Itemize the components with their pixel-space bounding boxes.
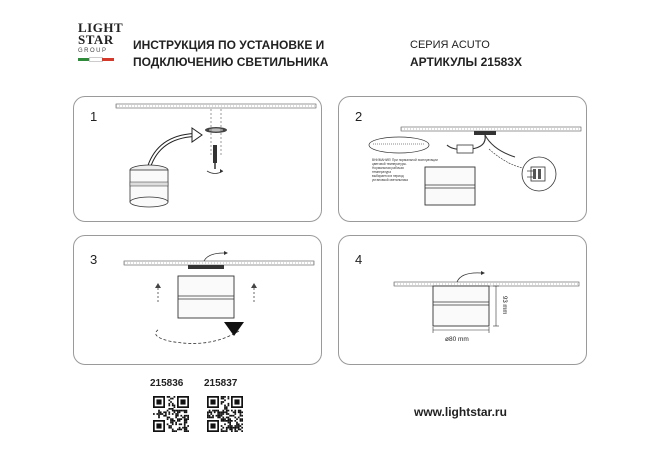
step-panel-3 xyxy=(73,235,322,365)
qr-code-215836[interactable] xyxy=(153,396,189,432)
step-number-1: 1 xyxy=(90,109,98,124)
brand-logo xyxy=(78,20,124,82)
rotation-arrow xyxy=(156,329,239,343)
warning-line-3: Нормальная рабочая xyxy=(372,166,404,170)
series-info xyxy=(410,37,522,71)
step-4-illustration xyxy=(339,236,586,364)
mounting-plate xyxy=(188,265,224,269)
step-number-3: 3 xyxy=(90,252,98,267)
terminal-block xyxy=(457,145,473,153)
step-panel-1 xyxy=(73,96,322,222)
step-panel-2 xyxy=(338,96,587,222)
step-number-4: 4 xyxy=(355,252,363,267)
warning-line-6: установкой светильника xyxy=(372,178,408,182)
mounting-plate xyxy=(474,131,496,135)
ceiling-strip xyxy=(124,261,314,265)
logo-line-3: GROUP xyxy=(78,48,108,54)
logo-line-2: STAR xyxy=(78,32,114,47)
qr-label-2: 215837 xyxy=(204,378,238,389)
step-1-illustration xyxy=(74,97,321,221)
lamp-body xyxy=(433,286,489,326)
cable xyxy=(457,273,481,282)
warning-line-1: ВНИМАНИЕ! При нормальной эксплуатации xyxy=(372,158,438,162)
step-2-illustration xyxy=(339,97,586,221)
website-link[interactable]: www.lightstar.ru xyxy=(414,405,507,419)
step-3-illustration xyxy=(74,236,321,364)
qr-code-215837[interactable] xyxy=(207,396,243,432)
screwdriver xyxy=(213,145,217,163)
logo-flag xyxy=(78,58,114,61)
step-number-2: 2 xyxy=(355,109,363,124)
page-title xyxy=(133,37,328,71)
step-panel-4 xyxy=(338,235,587,365)
warning-bubble xyxy=(369,137,429,153)
logo-line-1: LIGHT xyxy=(78,20,124,35)
cable xyxy=(204,253,224,261)
warning-line-4: температура xyxy=(372,170,391,174)
title-line-2: ПОДКЛЮЧЕНИЮ СВЕТИЛЬНИКА xyxy=(133,55,329,69)
lamp-body xyxy=(425,167,475,205)
series-name: СЕРИЯ ACUTO xyxy=(410,39,490,51)
qr-label-1: 215836 xyxy=(150,378,184,389)
title-line-1: ИНСТРУКЦИЯ ПО УСТАНОВКЕ И xyxy=(133,38,325,52)
lamp-body xyxy=(178,276,234,318)
warning-line-5: выбирается в период xyxy=(372,174,404,178)
diameter-label: ø80 mm xyxy=(445,336,469,343)
warning-line-2: цветовой температуры. xyxy=(372,162,407,166)
height-label: 93 mm xyxy=(501,296,507,315)
article-numbers: АРТИКУЛЫ 21583X xyxy=(410,55,522,69)
